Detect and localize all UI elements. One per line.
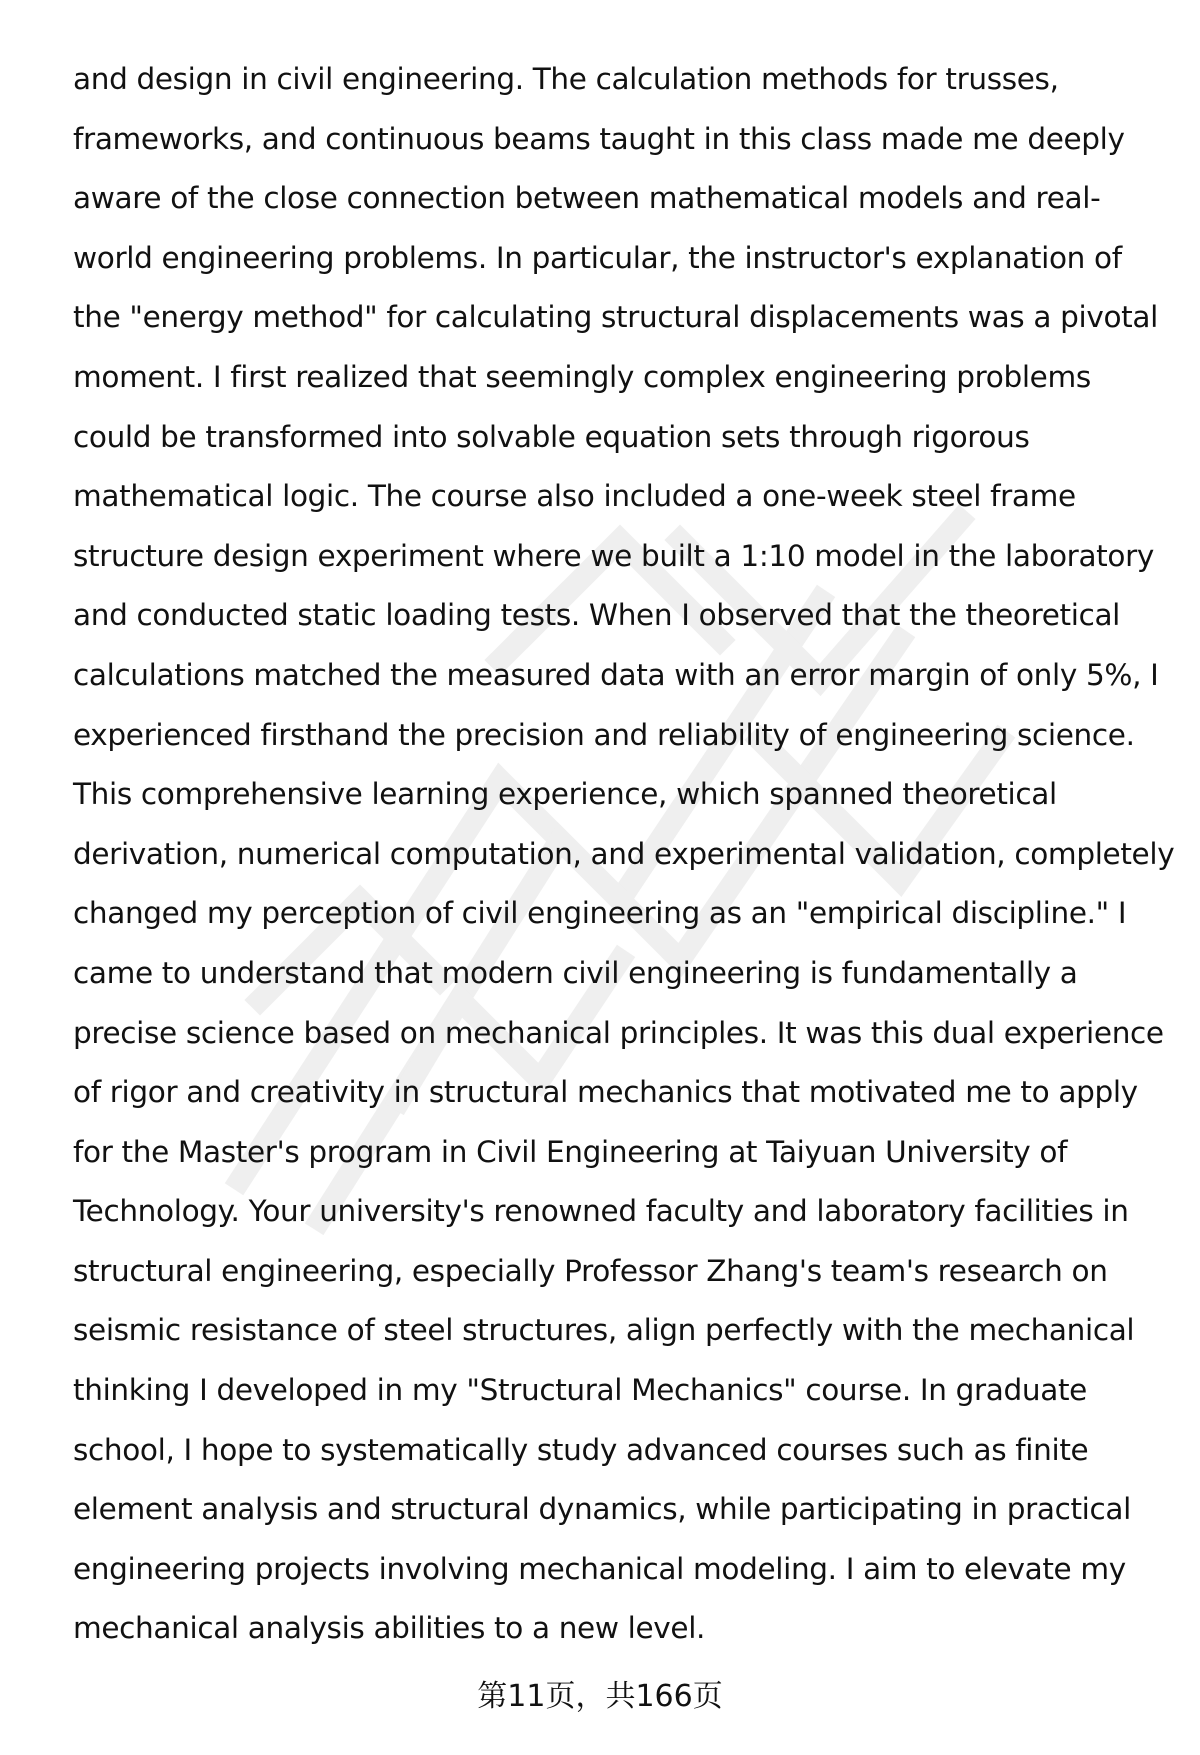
text-line: world engineering problems. In particular, the instructor's explanation of <box>73 240 1122 275</box>
text-line: element analysis and structural dynamics, while participating in practical <box>73 1492 1131 1527</box>
text-line: moment. I first realized that seemingly complex engineering problems <box>73 359 1091 394</box>
text-line: engineering projects involving mechanical modeling. I aim to elevate my <box>73 1551 1126 1586</box>
text-line: derivation, numerical computation, and experimental validation, completely <box>73 836 1175 871</box>
text-line: mechanical analysis abilities to a new level. <box>73 1611 706 1646</box>
text-line: and design in civil engineering. The calculation methods for trusses, <box>73 62 1059 96</box>
text-line: seismic resistance of steel structures, align perfectly with the mechanical <box>73 1313 1135 1348</box>
text-line: changed my perception of civil engineering as an "empirical discipline." I <box>73 896 1127 931</box>
text-line: Technology. Your university's renowned faculty and laboratory facilities in <box>73 1194 1129 1229</box>
text-line: school, I hope to systematically study advanced courses such as finite <box>73 1432 1089 1467</box>
body-paragraph <box>73 50 1183 1659</box>
text-line: structure design experiment where we built a 1:10 model in the laboratory <box>73 538 1154 573</box>
text-line: and conducted static loading tests. When I observed that the theoretical <box>73 598 1121 633</box>
text-line: frameworks, and continuous beams taught in this class made me deeply <box>73 121 1125 156</box>
text-line: for the Master's program in Civil Engineering at Taiyuan University of <box>73 1134 1068 1169</box>
text-line: precise science based on mechanical principles. It was this dual experience <box>73 1015 1164 1050</box>
text-line: structural engineering, especially Professor Zhang's team's research on <box>73 1253 1108 1288</box>
text-line: aware of the close connection between mathematical models and real- <box>73 181 1101 216</box>
text-line: thinking I developed in my "Structural Mechanics" course. In graduate <box>73 1373 1087 1408</box>
text-line: experienced firsthand the precision and reliability of engineering science. <box>73 717 1135 752</box>
text-line: This comprehensive learning experience, which spanned theoretical <box>73 777 1057 812</box>
text-line: could be transformed into solvable equation sets through rigorous <box>73 419 1030 454</box>
page-number-footer: 第11页，共166页 <box>477 1679 723 1714</box>
text-line: calculations matched the measured data with an error margin of only 5%, I <box>73 657 1159 692</box>
text-line: mathematical logic. The course also included a one-week steel frame <box>73 479 1076 514</box>
text-line: came to understand that modern civil engineering is fundamentally a <box>73 955 1078 990</box>
text-line: of rigor and creativity in structural mechanics that motivated me to apply <box>73 1075 1138 1110</box>
text-line: the "energy method" for calculating structural displacements was a pivotal <box>73 300 1158 335</box>
